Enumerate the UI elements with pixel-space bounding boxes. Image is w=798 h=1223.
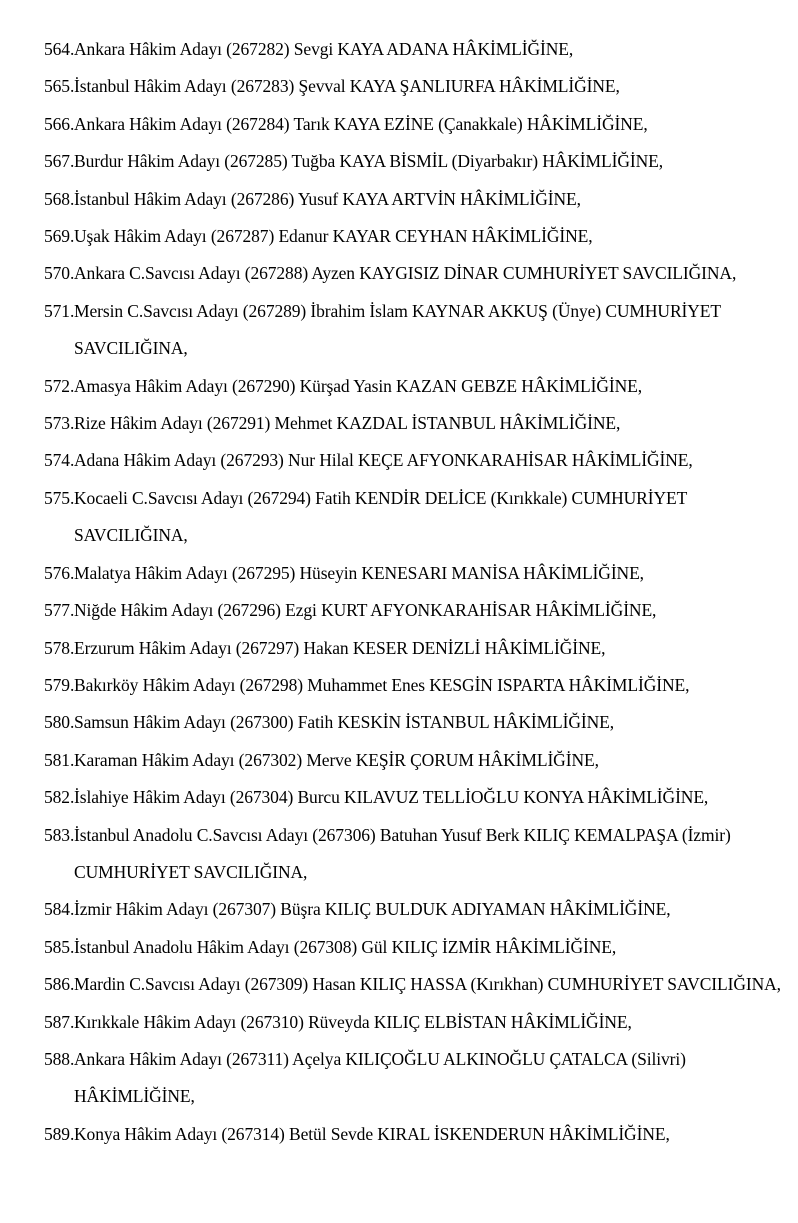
text-line: Ankara Hâkim Adayı (267284) Tarık KAYA EZİNE (Çanakkale) HÂKİMLİĞİNE, <box>74 113 648 134</box>
item-number: 581. <box>44 749 75 770</box>
list-item <box>44 143 762 180</box>
item-text <box>74 143 762 180</box>
text-line: İzmir Hâkim Adayı (267307) Büşra KILIÇ BULDUK ADIYAMAN HÂKİMLİĞİNE, <box>74 899 671 920</box>
list-item <box>44 704 762 741</box>
text-line: Adana Hâkim Adayı (267293) Nur Hilal KEÇE AFYONKARAHİSAR HÂKİMLİĞİNE, <box>74 450 693 471</box>
text-line: Ankara Hâkim Adayı (267311) Açelya KILIÇOĞLU ALKINOĞLU ÇATALCA (Silivri) <box>74 1048 686 1069</box>
list-item <box>44 405 762 442</box>
item-number: 589. <box>44 1123 75 1144</box>
text-line: İstanbul Hâkim Adayı (267286) Yusuf KAYA ARTVİN HÂKİMLİĞİNE, <box>74 188 581 209</box>
item-text <box>74 68 762 105</box>
text-line: Karaman Hâkim Adayı (267302) Merve KEŞİR ÇORUM HÂKİMLİĞİNE, <box>74 749 599 770</box>
list-item <box>44 106 762 143</box>
item-number: 564. <box>44 39 75 59</box>
text-line: Bakırköy Hâkim Adayı (267298) Muhammet Enes KESGİN ISPARTA HÂKİMLİĞİNE, <box>74 674 690 695</box>
list-item <box>44 630 762 667</box>
assignment-list <box>44 31 781 1153</box>
item-text <box>74 368 762 405</box>
item-number: 580. <box>44 712 75 733</box>
list-item <box>44 929 762 966</box>
text-line: Samsun Hâkim Adayı (267300) Fatih KESKİN İSTANBUL HÂKİMLİĞİNE, <box>74 712 615 733</box>
text-line: Mersin C.Savcısı Adayı (267289) İbrahim İslam KAYNAR AKKUŞ (Ünye) CUMHURİYET <box>74 300 721 321</box>
text-line: SAVCILIĞINA, <box>74 525 188 546</box>
text-line: Amasya Hâkim Adayı (267290) Kürşad Yasin KAZAN GEBZE HÂKİMLİĞİNE, <box>74 375 643 396</box>
list-item <box>44 667 762 704</box>
item-number: 573. <box>44 413 75 434</box>
text-line: Malatya Hâkim Adayı (267295) Hüseyin KENESARI MANİSA HÂKİMLİĞİNE, <box>74 562 644 583</box>
list-item <box>44 592 762 629</box>
list-item <box>44 68 762 105</box>
item-text <box>74 891 762 928</box>
item-number: 584. <box>44 899 75 920</box>
item-number: 577. <box>44 600 75 621</box>
item-number: 569. <box>44 226 75 247</box>
text-line: SAVCILIĞINA, <box>74 338 188 359</box>
item-text <box>74 817 762 892</box>
item-text <box>74 742 762 779</box>
list-item <box>44 966 781 1003</box>
text-line: İstanbul Hâkim Adayı (267283) Şevval KAYA ŞANLIURFA HÂKİMLİĞİNE, <box>74 76 620 97</box>
item-number: 582. <box>44 787 75 808</box>
list-item <box>44 31 762 68</box>
item-number: 586. <box>44 974 75 995</box>
list-item <box>44 742 762 779</box>
item-number: 576. <box>44 562 75 583</box>
text-line: HÂKİMLİĞİNE, <box>74 1086 195 1107</box>
item-text <box>74 405 762 442</box>
item-text <box>74 218 762 255</box>
text-line: Ankara Hâkim Adayı (267282) Sevgi KAYA ADANA HÂKİMLİĞİNE, <box>74 39 574 59</box>
item-number: 566. <box>44 113 75 134</box>
text-line: Erzurum Hâkim Adayı (267297) Hakan KESER DENİZLİ HÂKİMLİĞİNE, <box>74 637 606 658</box>
text-line: Kırıkkale Hâkim Adayı (267310) Rüveyda KILIÇ ELBİSTAN HÂKİMLİĞİNE, <box>74 1011 632 1032</box>
item-text <box>74 555 762 592</box>
list-item <box>44 555 762 592</box>
item-number: 578. <box>44 637 75 658</box>
list-item <box>44 442 762 479</box>
list-item <box>44 368 762 405</box>
item-number: 574. <box>44 450 75 471</box>
list-item <box>44 218 762 255</box>
item-text <box>74 1041 762 1116</box>
item-number: 587. <box>44 1011 75 1032</box>
text-line: Niğde Hâkim Adayı (267296) Ezgi KURT AFYONKARAHİSAR HÂKİMLİĞİNE, <box>74 600 657 621</box>
item-number: 575. <box>44 487 75 508</box>
item-text <box>74 31 762 68</box>
item-number: 585. <box>44 936 75 957</box>
item-text <box>74 106 762 143</box>
text-line: Mardin C.Savcısı Adayı (267309) Hasan KILIÇ HASSA (Kırıkhan) CUMHURİYET SAVCILIĞINA, <box>74 974 781 995</box>
item-text <box>74 1004 762 1041</box>
list-item <box>44 891 762 928</box>
text-line: Uşak Hâkim Adayı (267287) Edanur KAYAR CEYHAN HÂKİMLİĞİNE, <box>74 226 593 247</box>
text-line: Burdur Hâkim Adayı (267285) Tuğba KAYA BİSMİL (Diyarbakır) HÂKİMLİĞİNE, <box>74 151 663 172</box>
list-item <box>44 1004 762 1041</box>
text-line: Kocaeli C.Savcısı Adayı (267294) Fatih KENDİR DELİCE (Kırıkkale) CUMHURİYET <box>74 487 688 508</box>
list-item <box>44 181 762 218</box>
item-number: 567. <box>44 151 75 172</box>
item-text <box>74 929 762 966</box>
item-text <box>74 704 762 741</box>
list-item <box>44 293 762 368</box>
item-text <box>74 592 762 629</box>
list-item <box>44 255 762 292</box>
item-text <box>74 293 762 368</box>
list-item <box>44 1041 762 1116</box>
item-text <box>74 1116 762 1153</box>
item-number: 572. <box>44 375 75 396</box>
item-number: 579. <box>44 674 75 695</box>
text-line: İstanbul Anadolu Hâkim Adayı (267308) Gül KILIÇ İZMİR HÂKİMLİĞİNE, <box>74 936 617 957</box>
item-text <box>74 779 762 816</box>
list-item <box>44 779 762 816</box>
item-number: 571. <box>44 300 75 321</box>
item-text <box>74 480 762 555</box>
text-line: CUMHURİYET SAVCILIĞINA, <box>74 861 308 882</box>
list-item <box>44 817 762 892</box>
item-number: 568. <box>44 188 75 209</box>
item-text <box>74 255 762 292</box>
text-line: Ankara C.Savcısı Adayı (267288) Ayzen KAYGISIZ DİNAR CUMHURİYET SAVCILIĞINA, <box>74 263 737 284</box>
item-number: 588. <box>44 1048 75 1069</box>
item-number: 570. <box>44 263 75 284</box>
item-text <box>74 442 762 479</box>
item-text <box>74 966 781 1003</box>
item-text <box>74 667 762 704</box>
item-number: 565. <box>44 76 75 97</box>
list-item <box>44 1116 762 1153</box>
text-line: Konya Hâkim Adayı (267314) Betül Sevde KIRAL İSKENDERUN HÂKİMLİĞİNE, <box>74 1123 670 1144</box>
text-line: Rize Hâkim Adayı (267291) Mehmet KAZDAL İSTANBUL HÂKİMLİĞİNE, <box>74 413 621 434</box>
item-text <box>74 630 762 667</box>
list-item <box>44 480 762 555</box>
item-text <box>74 181 762 218</box>
item-number: 583. <box>44 824 75 845</box>
text-line: İstanbul Anadolu C.Savcısı Adayı (267306) Batuhan Yusuf Berk KILIÇ KEMALPAŞA (İzmir) <box>74 824 731 845</box>
text-line: İslahiye Hâkim Adayı (267304) Burcu KILAVUZ TELLİOĞLU KONYA HÂKİMLİĞİNE, <box>74 787 709 808</box>
